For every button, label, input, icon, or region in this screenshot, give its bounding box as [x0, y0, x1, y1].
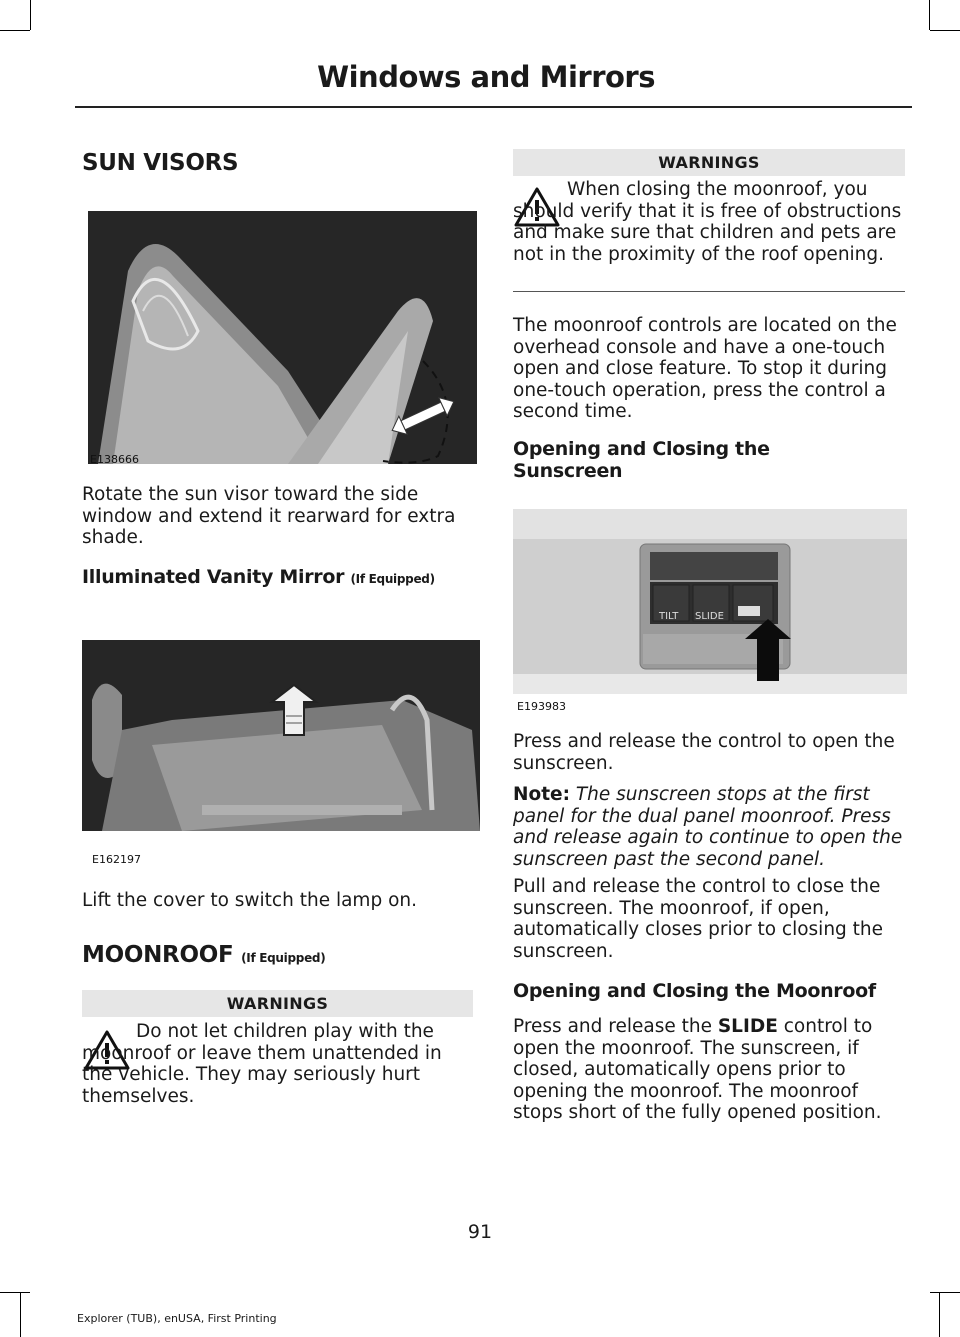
- crop-mark: [20, 1292, 21, 1337]
- figure-id: E138666: [90, 453, 139, 466]
- crop-mark: [0, 30, 30, 31]
- moonroof-controls-text: The moonroof controls are located on the overhead console and have a one-touch open and close feature. To stop it during one-touch operation, press the control a second time.: [513, 315, 897, 422]
- header-divider: [75, 106, 912, 108]
- warnings-banner: WARNINGS: [82, 990, 473, 1017]
- warnings-banner: WARNINGS: [513, 149, 905, 176]
- vanity-mirror-title: Illuminated Vanity Mirror: [82, 566, 345, 588]
- crop-mark: [30, 0, 31, 30]
- slide-control-label: SLIDE: [717, 1016, 778, 1037]
- crop-mark: [930, 30, 960, 31]
- vanity-mirror-figure: [82, 640, 480, 831]
- warning-text: Do not let children play with the moonroof or leave them unattended in the vehicle. They may seriously hurt themselves.: [82, 1021, 442, 1107]
- sunscreen-close-text: Pull and release the control to close the sunscreen. The moonroof, if open, automatically closes prior to closing the sunscreen.: [513, 876, 884, 962]
- moonroof-open-close-heading: Opening and Closing the Moonroof: [513, 980, 876, 1002]
- sun-visors-heading: SUN VISORS: [82, 150, 239, 176]
- page-number: 91: [467, 1221, 493, 1243]
- overhead-console-illustration: [513, 509, 907, 694]
- figure-id: E162197: [92, 853, 141, 866]
- note-text: The sunscreen stops at the first panel for the dual panel moonroof. Press and release again to continue to open the sunscreen past the second panel.: [513, 784, 903, 870]
- crop-mark: [930, 1292, 960, 1293]
- vanity-mirror-heading: [82, 566, 435, 590]
- crop-mark: [929, 0, 930, 30]
- moonroof-suffix: (If Equipped): [241, 951, 326, 965]
- page-title: Windows and Mirrors: [317, 60, 655, 94]
- moonroof-title: MOONROOF: [82, 942, 234, 968]
- vanity-mirror-text: Lift the cover to switch the lamp on.: [82, 890, 417, 911]
- sun-visor-illustration: [88, 211, 477, 464]
- slide-button-label: SLIDE: [695, 611, 724, 622]
- sun-visor-figure: [88, 211, 477, 464]
- crop-mark: [0, 1292, 30, 1293]
- tilt-button-label: TILT: [659, 611, 679, 622]
- sunscreen-note: [513, 784, 908, 870]
- vanity-mirror-suffix: (If Equipped): [350, 572, 435, 586]
- moonroof-text-end: control to open the moonroof. The sunscreen, if closed, automatically opens prior to opening the moonroof. The moonroof stops short of the fully opened position.: [513, 1016, 882, 1123]
- edition-label: Explorer (TUB), enUSA, First Printing: [77, 1312, 277, 1325]
- sunscreen-heading: Opening and Closing the Sunscreen: [513, 438, 770, 482]
- moonroof-heading: [82, 942, 325, 968]
- sunscreen-control-figure: [513, 509, 907, 694]
- sunscreen-open-text: Press and release the control to open the sunscreen.: [513, 731, 895, 774]
- warning-divider: [513, 291, 905, 292]
- figure-id: E193983: [517, 700, 566, 713]
- moonroof-open-text: [513, 1016, 908, 1124]
- crop-mark: [939, 1292, 940, 1337]
- sun-visor-text: Rotate the sun visor toward the side window and extend it rearward for extra shade.: [82, 484, 456, 548]
- warning-text: When closing the moonroof, you should verify that it is free of obstructions and make sure that children and pets are not in the proximity of the roof opening.: [513, 179, 902, 265]
- moonroof-text-start: Press and release the: [513, 1016, 712, 1037]
- note-label: Note:: [513, 784, 570, 805]
- vanity-mirror-illustration: [82, 640, 480, 831]
